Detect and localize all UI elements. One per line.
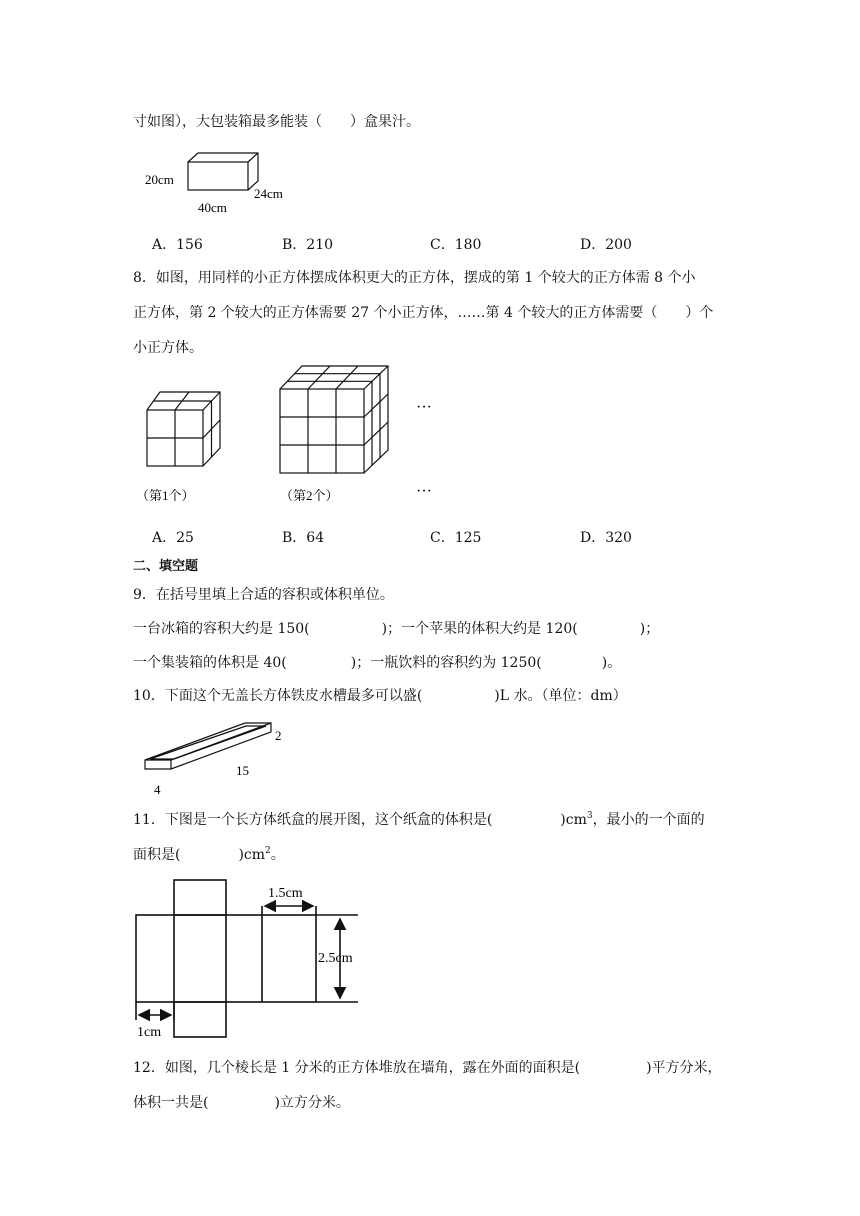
q11-label-right: 2.5cm — [318, 951, 353, 966]
q12-line1 — [133, 1058, 722, 1078]
section-title: 二、填空题 — [133, 559, 199, 574]
q7-label-height: 20cm — [145, 172, 174, 187]
q12-line2 — [133, 1093, 350, 1113]
q10-label-width: 4 — [154, 782, 161, 797]
q11-text-e: 。 — [270, 847, 285, 863]
q12-text-a: 12．如图，几个棱长是 1 分米的正方体堆放在墙角，露在外面的面积是( — [133, 1060, 581, 1076]
q10-text-b: )L 水。（单位：dm） — [494, 688, 627, 704]
q8-line3: 小正方体。 — [133, 340, 203, 356]
q11-label-bottom: 1cm — [137, 1025, 162, 1040]
q9-line3-end: )。 — [601, 655, 622, 671]
q7-option-c[interactable]: C．180 — [430, 237, 482, 253]
q7-option-b[interactable]: B．210 — [282, 237, 334, 253]
q9-blank4-prefix: )；一瓶饮料的容积约为 1250( — [350, 655, 542, 671]
q10-label-length: 15 — [236, 763, 249, 778]
q7-label-width: 24cm — [254, 186, 283, 201]
q10-text — [133, 686, 627, 706]
q8-line1: 8．如图，用同样的小正方体摆成体积更大的正方体，摆成的第 1 个较大的正方体需 8 个小 — [133, 270, 696, 286]
q10-trough-figure — [138, 718, 298, 804]
q11-unit-cm2: )cm — [238, 847, 266, 863]
q8-line2: 正方体，第 2 个较大的正方体需要 27 个小正方体，……第 4 个较大的正方体需要（ ）个 — [133, 305, 714, 321]
q9-blank3-prefix: 一个集装箱的体积是 40( — [133, 655, 287, 671]
q8-option-d[interactable]: D．320 — [580, 530, 632, 546]
q7-box-figure — [140, 148, 310, 224]
q10-label-height: 2 — [275, 728, 282, 743]
q9-line2-end: )； — [639, 621, 660, 637]
q11-text-c: ，最小的一个面的 — [592, 812, 705, 828]
q7-option-a[interactable]: A．156 — [152, 237, 203, 253]
q12-text-d: )立方分米。 — [274, 1095, 350, 1111]
q9-line1: 9．在括号里填上合适的容积或体积单位。 — [133, 587, 394, 603]
q7-text: 寸如图），大包装箱最多能装（ ）盒果汁。 — [133, 114, 420, 130]
q11-line1 — [133, 810, 705, 830]
q12-text-b: )平方分米， — [646, 1060, 722, 1076]
q8-dots-lower: ··· — [416, 483, 432, 500]
q8-option-a[interactable]: A．25 — [152, 530, 194, 546]
q9-line2 — [133, 619, 659, 639]
q7-option-d[interactable]: D．200 — [580, 237, 632, 253]
q7-label-length: 40cm — [198, 200, 227, 215]
q9-blank2-prefix: )；一个苹果的体积大约是 120( — [381, 621, 578, 637]
q11-sup2: 2 — [265, 846, 271, 856]
q8-caption-1: （第1个） — [136, 488, 195, 503]
q8-cubes-figure — [130, 360, 460, 512]
q11-text-d: 面积是( — [133, 847, 181, 863]
cube-3x3 — [280, 366, 388, 473]
q11-text-a: 11．下图是一个长方体纸盒的展开图，这个纸盒的体积是( — [133, 812, 493, 828]
q11-label-top: 1.5cm — [268, 886, 303, 901]
q11-unit-cm: )cm — [560, 812, 587, 828]
q8-dots-upper: ··· — [416, 399, 432, 416]
q12-text-c: 体积一共是( — [133, 1095, 209, 1111]
q10-text-a: 10．下面这个无盖长方体铁皮水槽最多可以盛( — [133, 688, 423, 704]
q9-blank1-prefix: 一台冰箱的容积大约是 150( — [133, 621, 310, 637]
q9-line3 — [133, 653, 621, 673]
q11-line2 — [133, 845, 285, 865]
cube-2x2 — [147, 392, 220, 466]
q8-option-b[interactable]: B．64 — [282, 530, 325, 546]
q11-net-figure — [130, 870, 380, 1046]
q8-caption-2: （第2个） — [280, 488, 339, 503]
q11-sup3: 3 — [586, 811, 593, 821]
q8-option-c[interactable]: C．125 — [430, 530, 482, 546]
